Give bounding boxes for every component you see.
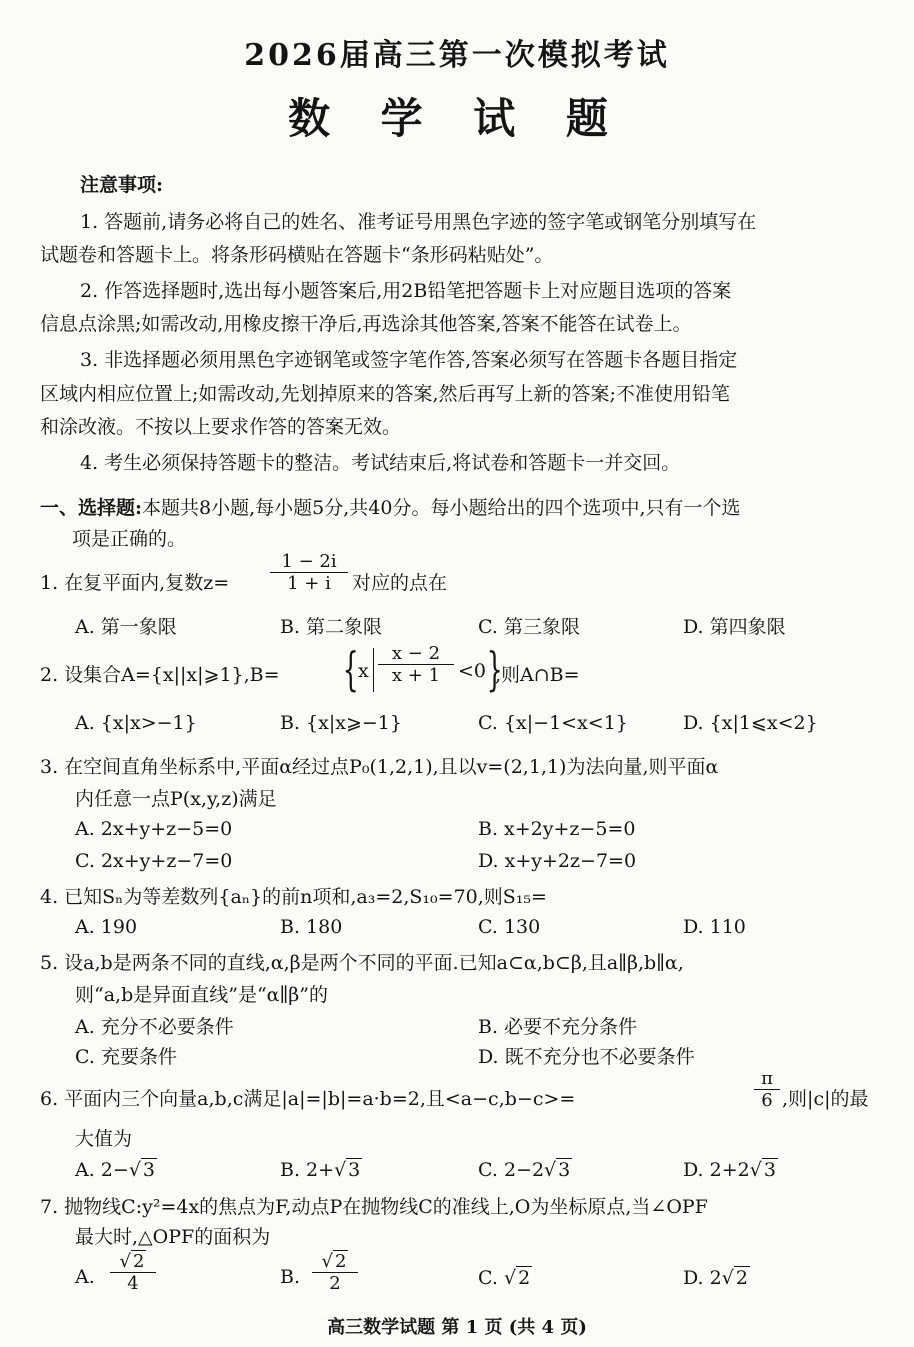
q5-option-c: C. 充要条件 (75, 1046, 177, 1068)
q5-stem-line1: 5. 设a,b是两条不同的直线,α,β是两个不同的平面.已知a⊂α,b⊂β,且a∥β,b∥α, (40, 952, 684, 974)
q7-b-den: 2 (329, 1273, 341, 1294)
radicand: 2 (735, 1267, 748, 1289)
q1-stem-post: 对应的点在 (352, 572, 448, 594)
q7-option-c: C. √ 2 (478, 1267, 531, 1289)
q7-option-b-label: B. (280, 1266, 301, 1288)
q6-option-c-text: C. 2−2 (478, 1159, 545, 1181)
q7-stem-line2: 最大时,△OPF的面积为 (75, 1226, 271, 1248)
q2-right-brace: } (486, 642, 503, 696)
radicand: 2 (518, 1267, 531, 1289)
q3-option-a: A. 2x+y+z−5=0 (75, 818, 233, 840)
q4-option-c: C. 130 (478, 916, 541, 938)
radicand: 3 (142, 1159, 156, 1181)
radicand: 3 (348, 1159, 361, 1181)
q6-option-d-text: D. 2+2 (683, 1159, 750, 1181)
radicand: 2 (133, 1251, 145, 1272)
radicand: 2 (335, 1251, 347, 1272)
q2-set-bar (373, 648, 374, 692)
q7-option-d: D. 2√ 2 (683, 1267, 748, 1289)
section-label: 一、选择题: (40, 497, 143, 519)
q5-option-a: A. 充分不必要条件 (75, 1016, 234, 1038)
q1-option-d: D. 第四象限 (683, 616, 786, 638)
note-line: 1. 答题前,请务必将自己的姓名、准考证号用黑色字迹的签字笔或钢笔分别填写在 (80, 211, 757, 233)
q1-fraction (270, 551, 348, 594)
q3-option-d: D. x+y+2z−7=0 (478, 850, 637, 872)
q7-b-num: √ 2 (321, 1251, 347, 1272)
subject-title: 数 学 试 题 (288, 94, 626, 143)
q2-left-brace: { (342, 642, 359, 696)
q5-stem-line2: 则“a,b是异面直线”是“α∥β”的 (75, 984, 328, 1006)
q6-stem-line2: 大值为 (75, 1128, 133, 1150)
q1-option-b: B. 第二象限 (280, 616, 383, 638)
q6-option-b: B. 2+√ 3 (280, 1159, 361, 1181)
page-footer: 高三数学试题 第 1 页 (共 4 页) (327, 1317, 587, 1338)
q1-option-c: C. 第三象限 (478, 616, 580, 638)
note-line: 试题卷和答题卡上。将条形码横贴在答题卡“条形码粘贴处”。 (40, 244, 554, 266)
q6-stem-post: ,则|c|的最 (782, 1088, 869, 1110)
q6-fraction (754, 1068, 780, 1111)
q6-frac-num: π (761, 1068, 773, 1089)
q4-option-b: B. 180 (280, 916, 343, 938)
q6-option-a: A. 2−√ 3 (75, 1159, 156, 1181)
section-header (40, 493, 741, 523)
q6-option-c: C. 2−2√ 3 (478, 1159, 571, 1181)
q7-stem-line1: 7. 抛物线C:y²=4x的焦点为F,动点P在抛物线C的准线上,O为坐标原点,当∠OPF (40, 1196, 708, 1218)
q4-option-a: A. 190 (75, 916, 138, 938)
q5-option-d: D. 既不充分也不必要条件 (478, 1046, 695, 1068)
q2-option-c: C. {x|−1<x<1} (478, 712, 628, 734)
note-line: 4. 考生必须保持答题卡的整洁。考试结束后,将试卷和答题卡一并交回。 (80, 452, 681, 474)
q6-frac-den: 6 (761, 1090, 773, 1111)
q2-frac-den: x + 1 (391, 665, 441, 686)
q6-option-a-text: A. 2− (75, 1159, 129, 1181)
q4-stem: 4. 已知Sₙ为等差数列{aₙ}的前n项和,a₃=2,S₁₀=70,则S₁₅= (40, 886, 547, 908)
q1-frac-num: 1 − 2i (281, 551, 337, 572)
exam-title: 2026届高三第一次模拟考试 (244, 38, 670, 73)
q1-frac-den: 1 + i (287, 573, 331, 594)
q7-a-num: √ 2 (119, 1251, 145, 1272)
radicand: 3 (558, 1159, 571, 1181)
q2-fraction (378, 643, 454, 686)
note-line: 3. 非选择题必须用黑色字迹钢笔或签字笔作答,答案必须写在答题卡各题目指定 (80, 349, 738, 371)
q2-option-d: D. {x|1⩽x<2} (683, 712, 818, 734)
q1-option-a: A. 第一象限 (75, 616, 177, 638)
q6-option-d: D. 2+2√ 3 (683, 1159, 776, 1181)
q3-stem-line1: 3. 在空间直角坐标系中,平面α经过点P₀(1,2,1),且以v=(2,1,1)为法向量,则平面α (40, 756, 719, 778)
q3-stem-line2: 内任意一点P(x,y,z)满足 (75, 788, 277, 810)
q7-option-a-label: A. (75, 1266, 95, 1288)
radicand: 3 (763, 1159, 776, 1181)
section-desc: 本题共8小题,每小题5分,共40分。每小题给出的四个选项中,只有一个选 (142, 497, 741, 519)
q1-stem-pre: 1. 在复平面内,复数z= (40, 572, 230, 594)
q3-option-b: B. x+2y+z−5=0 (478, 818, 636, 840)
q7-option-c-text: C. (478, 1267, 504, 1289)
q7-a-den: 4 (127, 1273, 139, 1294)
q2-frac-num: x − 2 (391, 643, 441, 664)
q2-set-var: x (358, 660, 369, 682)
q3-option-c: C. 2x+y+z−7=0 (75, 850, 233, 872)
section-desc-cont: 项是正确的。 (72, 528, 187, 550)
q7-option-a-fraction (110, 1250, 156, 1294)
note-line: 区域内相应位置上;如需改动,先划掉原来的答案,然后再写上新的答案;不准使用铅笔 (40, 383, 730, 405)
q2-option-b: B. {x|x⩾−1} (280, 712, 402, 734)
q6-option-b-text: B. 2+ (280, 1159, 335, 1181)
q2-set-cond: <0 (458, 660, 487, 682)
q2-stem-post: ,则A∩B= (495, 664, 580, 686)
q4-option-d: D. 110 (683, 916, 746, 938)
q7-option-b-fraction (312, 1250, 358, 1294)
note-line: 和涂改液。不按以上要求作答的答案无效。 (40, 416, 402, 438)
q6-stem-pre: 6. 平面内三个向量a,b,c满足|a|=|b|=a·b=2,且<a−c,b−c>= (40, 1088, 576, 1110)
q7-option-d-text: D. 2 (683, 1267, 722, 1289)
note-line: 信息点涂黑;如需改动,用橡皮擦干净后,再选涂其他答案,答案不能答在试卷上。 (40, 313, 692, 335)
notes-title: 注意事项: (80, 174, 164, 196)
q2-stem-pre: 2. 设集合A={x||x|⩾1},B= (40, 664, 280, 686)
note-line: 2. 作答选择题时,选出每小题答案后,用2B铅笔把答题卡上对应题目选项的答案 (80, 280, 732, 302)
q5-option-b: B. 必要不充分条件 (478, 1016, 638, 1038)
q2-option-a: A. {x|x>−1} (75, 712, 197, 734)
